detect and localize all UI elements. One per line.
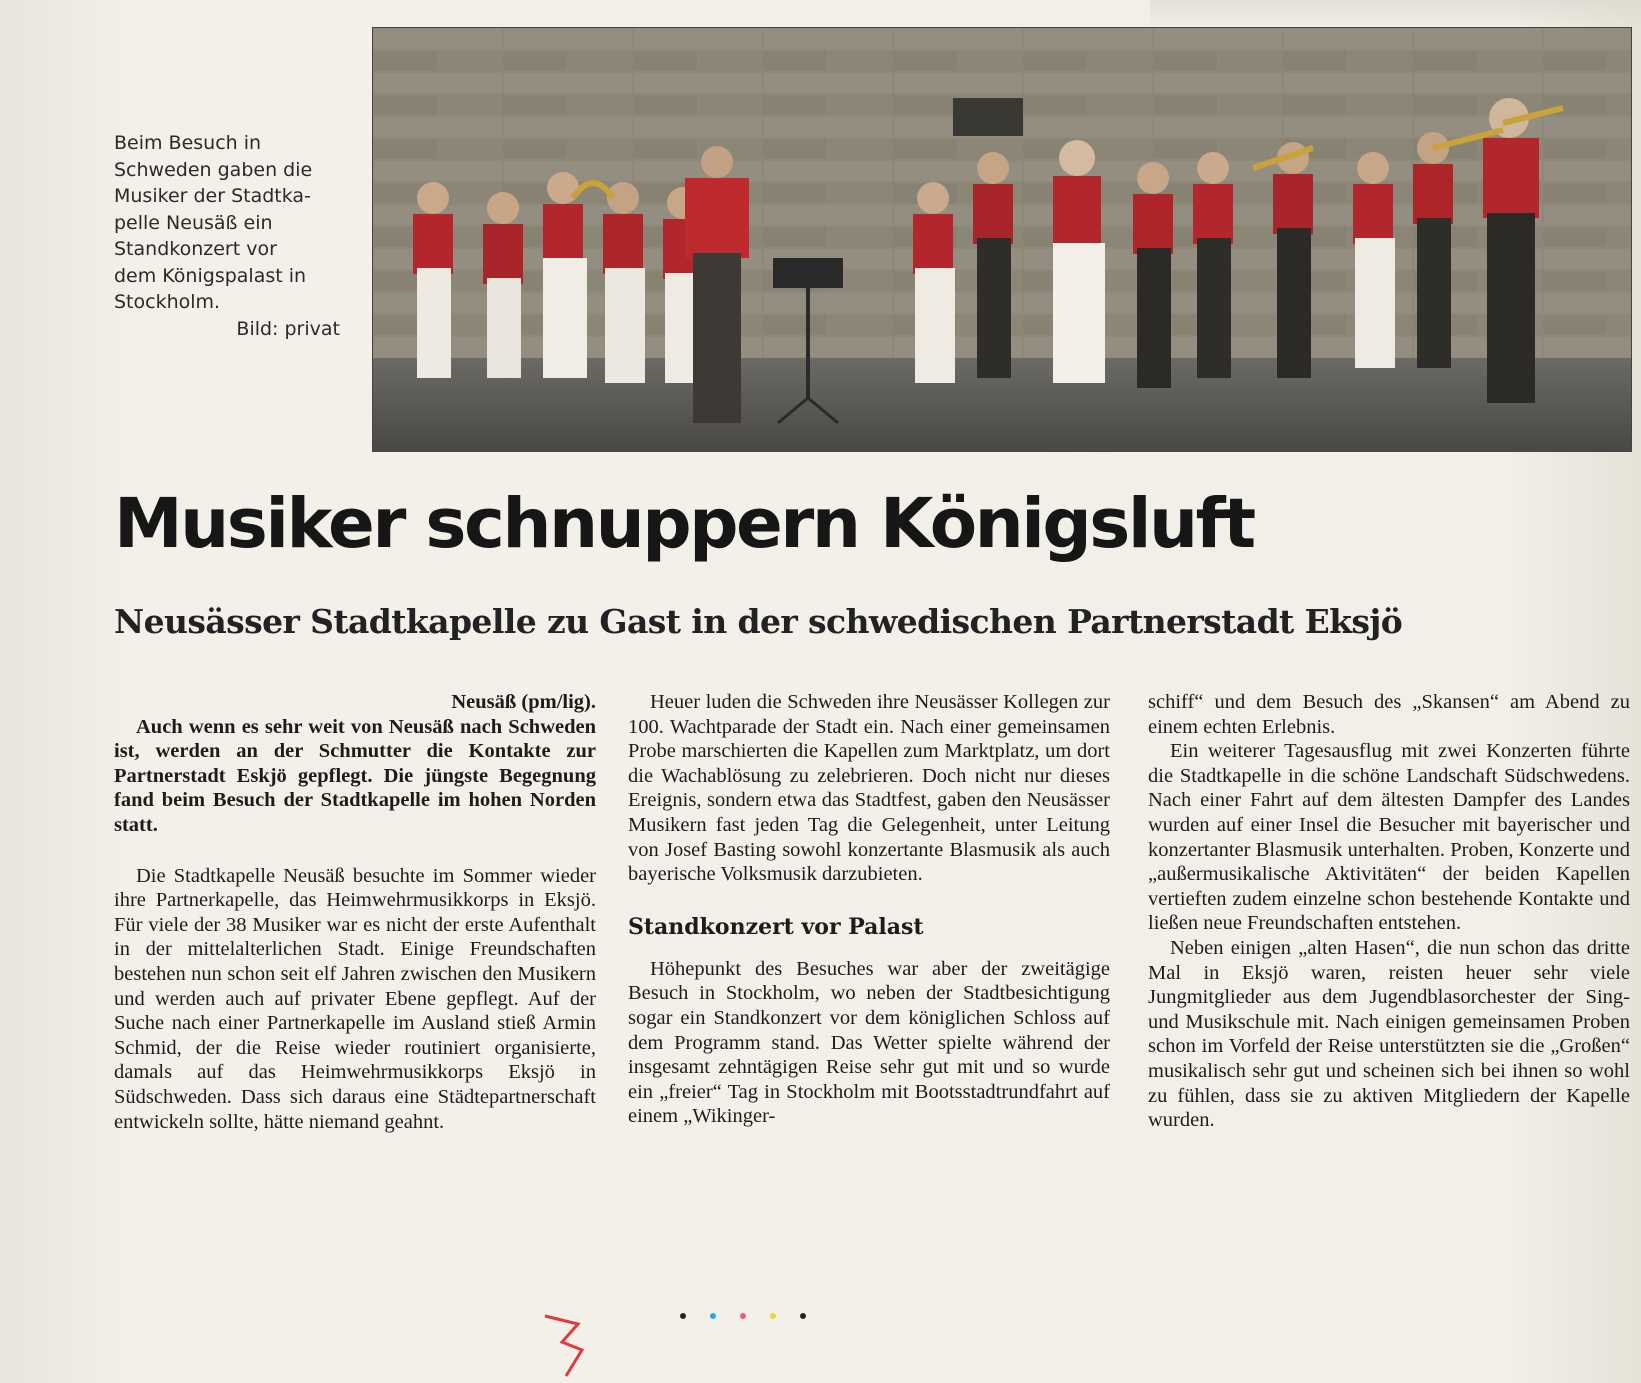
caption-line: Beim Besuch in [114, 132, 262, 154]
article-dateline: Neusäß (pm/lig). [451, 691, 596, 713]
registration-dot [710, 1313, 716, 1319]
article-paragraph: Höhepunkt des Besuches war aber der zweitägige Besuch in Stockholm, wo neben der Stadtbesichtigung sogar ein Standkonzert vor dem königlichen Schloss auf dem Programm stand. Das Wetter spielte während der insgesamt zehntägigen Reise sehr gut mit und so wurde ein „freier“ Tag in Stockholm mit Bootsstadtrundfahrt auf einem „Wikinger- [628, 957, 1110, 1128]
caption-line: pelle Neusäß ein [114, 211, 273, 234]
photo-caption [114, 130, 344, 342]
photo-credit: Bild: privat [236, 317, 340, 340]
article-column-1 [114, 690, 596, 1134]
registration-dot [740, 1313, 746, 1319]
bleed-through [1150, 0, 1641, 30]
article-headline: Musiker schnuppern Königsluft [114, 484, 1254, 564]
caption-line: Musiker der Stadtka- [114, 185, 311, 207]
article-column-2 [628, 690, 1110, 1129]
caption-line: Standkonzert vor [114, 238, 277, 260]
registration-marks [680, 1306, 826, 1324]
registration-dot [680, 1313, 686, 1319]
article-paragraph: Die Stadtkapelle Neusäß besuchte im Sommer wieder ihre Partnerkapelle, das Heimwehrmusikkorps in Eksjö. Für viele der 38 Musiker war es nicht der erste Aufenthalt in der mittelalterlichen Stadt. Einige Freundschaften bestehen nun schon seit elf Jahren zwischen den Musikern und werden auch auf privater Ebene gepflegt. Auf der Suche nach einer Partnerkapelle im Ausland stieß Armin Schmid, der die Reise wieder routiniert organisierte, damals auf das Heimwehrmusikkorps Eksjö in Südschweden. Dass sich daraus eine Städtepartnerschaft entwickeln sollte, hätte niemand geahnt. [114, 864, 596, 1133]
article-paragraph: Heuer luden die Schweden ihre Neusässer Kollegen zur 100. Wachtparade der Stadt ein. Nach einer gemeinsamen Probe marschierten die Kapellen zum Marktplatz, um dort die Wachablösung zu zelebrieren. Doch nicht nur dieses Ereignis, sondern etwa das Stadtfest, gaben den Neusässer Musikern fast jeden Tag die Gelegenheit, unter Leitung von Josef Basting sowohl konzertante Blasmusik als auch bayerische Volksmusik darzubieten. [628, 691, 1110, 886]
article-paragraph: Ein weiterer Tagesausflug mit zwei Konzerten führte die Stadtkapelle in die schöne Landschaft Südschwedens. Nach einer Fahrt auf dem ältesten Dampfer des Landes wurden auf einer Insel die Besucher mit bayerischer und konzertanter Blasmusik unterhalten. Proben, Konzerte und „außermusikalische Aktivitäten“ der beiden Kapellen vertieften zudem einzelne schon bestehende Kontakte und ließen neue Freundschaften entstehen. [1148, 740, 1630, 935]
article-paragraph: schiff“ und dem Besuch des „Skansen“ am Abend zu einem echten Erlebnis. [1148, 691, 1630, 738]
caption-line: dem Königspalast in [114, 264, 307, 287]
article-subheadline: Neusässer Stadtkapelle zu Gast in der schwedischen Partnerstadt Eksjö [114, 602, 1403, 641]
section-heading: Standkonzert vor Palast [628, 913, 924, 940]
article-paragraph: Neben einigen „alten Hasen“, die nun schon das dritte Mal in Eksjö waren, reisten heuer sehr viele Jungmitglieder aus dem Jugendblasorchester der Sing- und Musikschule mit. Nach einigen gemeinsamen Proben schon im Vorfeld der Reise unterstützten sie die „Großen“ musikalisch sehr gut und scheinen sich bei ihnen so wohl zu fühlen, dass sie zu aktiven Mitgliedern der Kapelle wurden. [1148, 936, 1630, 1132]
band-photo [372, 27, 1632, 452]
caption-line: Stockholm. [114, 291, 221, 313]
registration-dot [770, 1313, 776, 1319]
article-column-3 [1148, 690, 1630, 1133]
handwritten-mark [540, 1308, 600, 1383]
registration-dot [800, 1313, 806, 1319]
caption-line: Schweden gaben die [114, 158, 313, 181]
article-lead: Auch wenn es sehr weit von Neusäß nach Schweden ist, werden an der Schmutter die Kontakte zur Partnerstadt Eskjö gepflegt. Die jüngste Begegnung fand beim Besuch der Stadtkapelle im hohen Norden statt. [114, 715, 596, 836]
brass-band-concert-photo [373, 28, 1631, 451]
